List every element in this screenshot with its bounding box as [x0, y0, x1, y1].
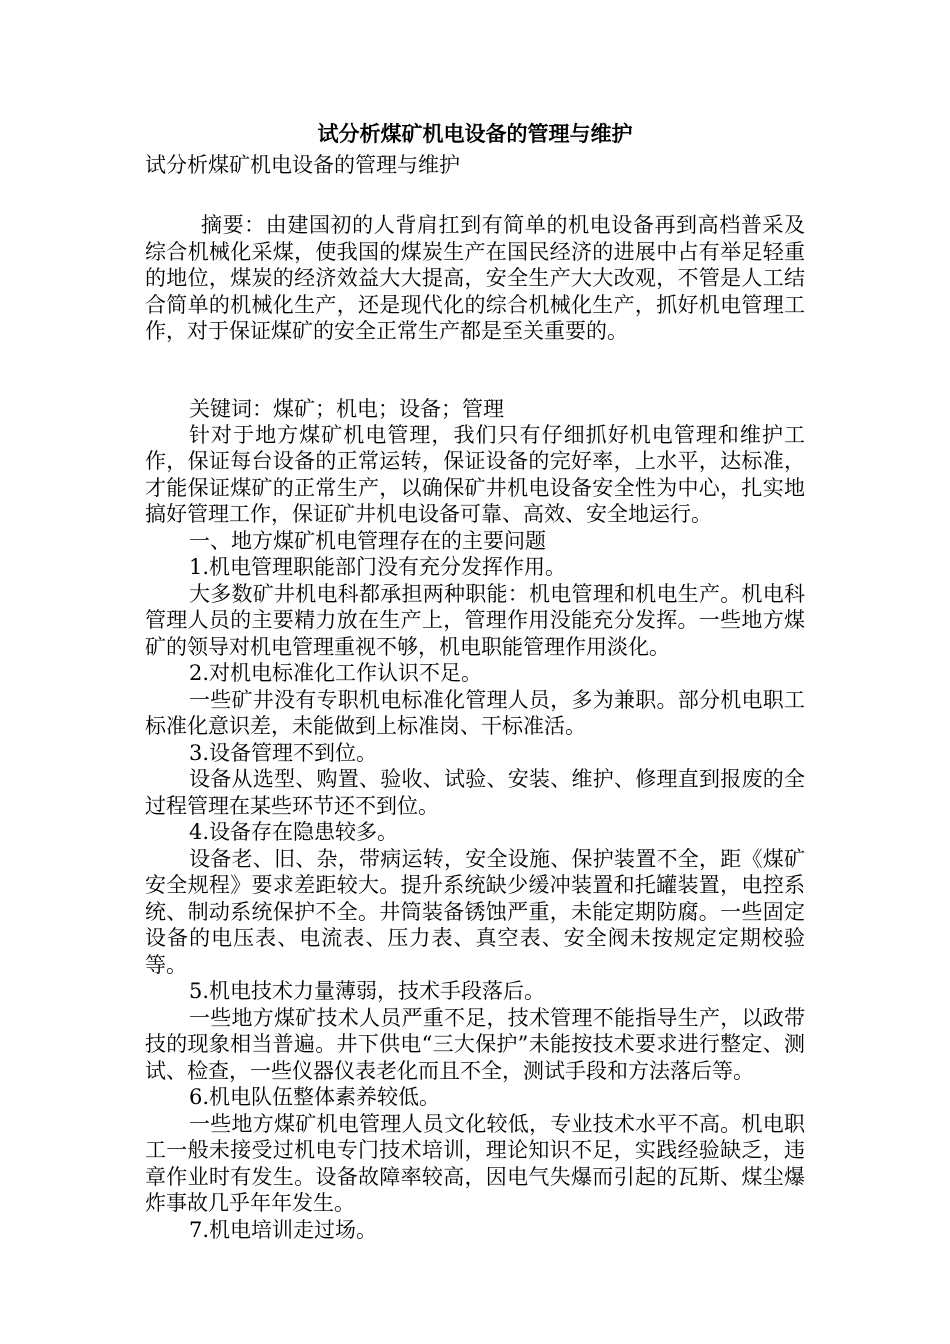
- item-heading: 5.机电技术力量薄弱，技术手段落后。: [189, 979, 546, 1003]
- section-heading: 一、地方煤矿机电管理存在的主要问题: [189, 528, 546, 553]
- body-text: [145, 422, 805, 1244]
- item-heading: 7.机电培训走过场。: [189, 1217, 378, 1242]
- item-heading: 6.机电队伍整体素养较低。: [189, 1085, 441, 1109]
- intro-paragraph: 针对于地方煤矿机电管理，我们只有仔细抓好机电管理和维护工作，保证每台设备的正常运转，保证设备的完好率，上水平，达标准，才能保证煤矿的正常生产，以确保矿井机电设备安全性为中心，扎实地搞好管理工作，保证矿井机电设备可靠、高效、安全地运行。: [145, 422, 805, 526]
- item-heading: 4.设备存在隐患较多。: [189, 820, 399, 844]
- document-title: 试分析煤矿机电设备的管理与维护: [317, 121, 633, 146]
- item-heading: 1.机电管理职能部门没有充分发挥作用。: [189, 555, 567, 579]
- item-paragraph: 设备从选型、购置、验收、试验、安装、维护、修理直到报废的全过程管理在某些环节还不到位。: [145, 767, 805, 818]
- item-paragraph: 一些地方煤矿机电管理人员文化较低，专业技术水平不高。机电职工一般未接受过机电专门技术培训，理论知识不足，实践经验缺乏，违章作业时有发生。设备故障率较高，因电气失爆而引起的瓦斯、煤尘爆炸事故几乎年年发生。: [145, 1111, 805, 1215]
- item-paragraph: 大多数矿井机电科都承担两种职能：机电管理和机电生产。机电科管理人员的主要精力放在生产上，管理作用没能充分发挥。一些地方煤矿的领导对机电管理重视不够，机电职能管理作用淡化。: [145, 581, 805, 659]
- item-heading: 2.对机电标准化工作认识不足。: [189, 661, 483, 685]
- item-paragraph: 设备老、旧、杂，带病运转，安全设施、保护装置不全，距《煤矿安全规程》要求差距较大。提升系统缺少缓冲装置和托罐装置，电控系统、制动系统保护不全。井筒装备锈蚀严重，未能定期防腐。一些固定设备的电压表、电流表、压力表、真空表、安全阀未按规定定期校验等。: [145, 846, 805, 977]
- keywords-line: 关键词：煤矿；机电；设备；管理: [189, 396, 504, 421]
- document-subtitle: 试分析煤矿机电设备的管理与维护: [145, 153, 460, 177]
- item-paragraph: 一些地方煤矿技术人员严重不足，技术管理不能指导生产，以政带技的现象相当普遍。井下供电“三大保护”未能按技术要求进行整定、测试、检查，一些仪器仪表老化而且不全，测试手段和方法落后等。: [145, 1005, 805, 1083]
- abstract-paragraph: 摘要：由建国初的人背肩扛到有简单的机电设备再到高档普采及综合机械化采煤，使我国的煤炭生产在国民经济的进展中占有举足轻重的地位，煤炭的经济效益大大提高，安全生产大大改观，不管是人工结合简单的机械化生产，还是现代化的综合机械化生产，抓好机电管理工作，对于保证煤矿的安全正常生产都是至关重要的。: [145, 213, 805, 343]
- item-heading: 3.设备管理不到位。: [189, 740, 378, 765]
- document-page: [145, 118, 805, 1243]
- item-paragraph: 一些矿井没有专职机电标准化管理人员，多为兼职。部分机电职工标准化意识差，未能做到上标准岗、干标准活。: [145, 687, 805, 738]
